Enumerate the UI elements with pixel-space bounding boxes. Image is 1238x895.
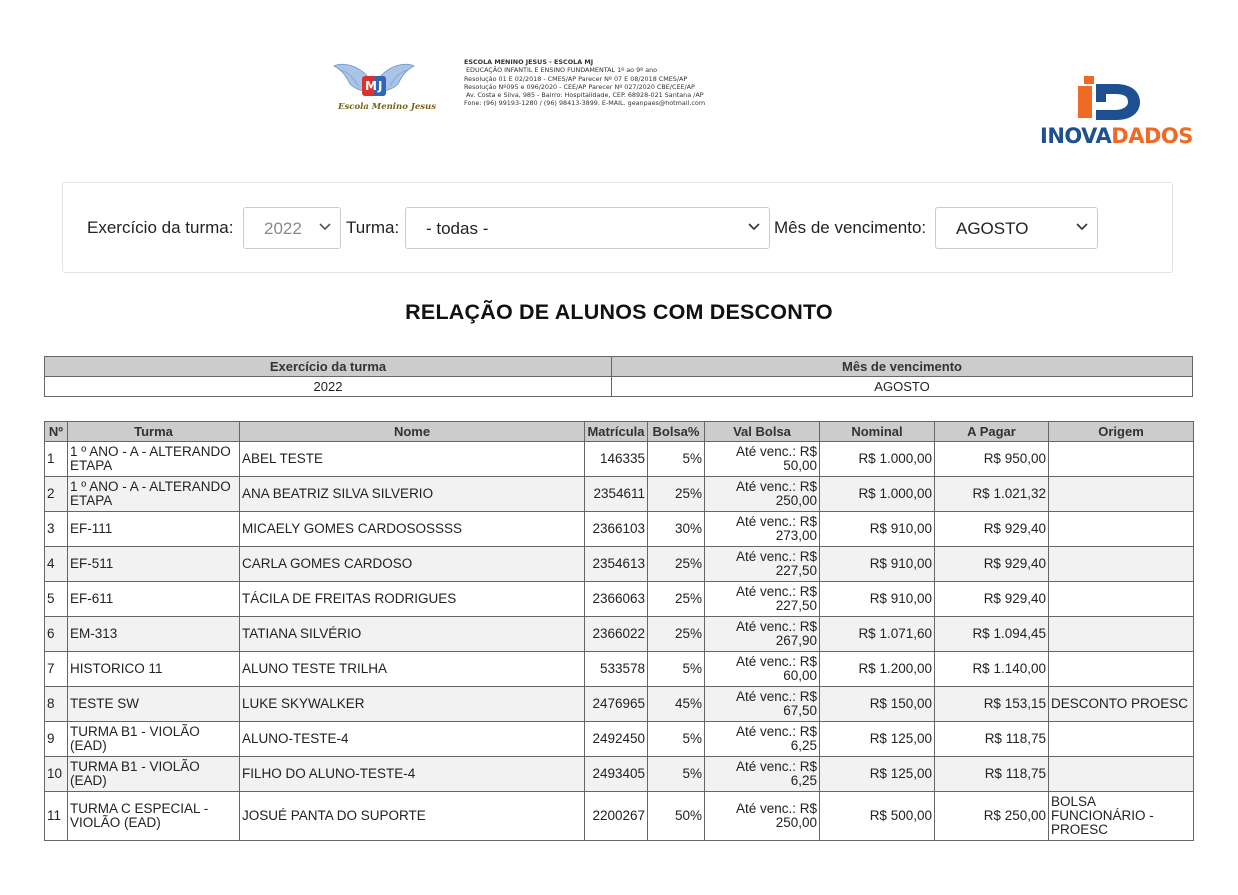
cell-origem: [1049, 722, 1194, 757]
chevron-down-icon: [747, 222, 761, 232]
cell-matricula: 146335: [585, 442, 648, 477]
cell-a-pagar: R$ 118,75: [935, 757, 1049, 792]
school-name: ESCOLA MENINO JESUS - ESCOLA MJ: [464, 58, 594, 66]
cell-turma: TESTE SW: [68, 687, 240, 722]
cell-turma: 1 º ANO - A - ALTERANDO ETAPA: [68, 442, 240, 477]
cell-val-bolsa: Até venc.: R$ 273,00: [705, 512, 820, 547]
cell-turma: EF-111: [68, 512, 240, 547]
cell-origem: DESCONTO PROESC: [1049, 687, 1194, 722]
wordmark-part-1: INOVA: [1040, 124, 1112, 148]
inovadados-wordmark: [1040, 124, 1193, 148]
cell-origem: [1049, 477, 1194, 512]
school-info-line: EDUCAÇÃO INFANTIL E ENSINO FUNDAMENTAL 1º ao 9º ano: [466, 66, 658, 75]
cell-matricula: 2354611: [585, 477, 648, 512]
inovadados-mark-icon: [1040, 72, 1180, 124]
table-row: [45, 792, 1194, 841]
mes-select[interactable]: [935, 207, 1098, 249]
cell-numero: 6: [45, 617, 68, 652]
exercicio-select-value: 2022: [264, 219, 302, 238]
summary-value-exercicio: 2022: [45, 377, 612, 397]
school-info-line: Av. Costa e Silva, 985 - Bairro: Hospitalidade, CEP. 68928-021 Santana /AP: [466, 91, 704, 100]
cell-bolsa-pct: 25%: [648, 582, 705, 617]
cell-nominal: R$ 1.000,00: [820, 442, 935, 477]
cell-a-pagar: R$ 929,40: [935, 512, 1049, 547]
students-table: [44, 421, 1194, 841]
cell-numero: 11: [45, 792, 68, 841]
cell-bolsa-pct: 45%: [648, 687, 705, 722]
cell-a-pagar: R$ 929,40: [935, 547, 1049, 582]
cell-nominal: R$ 150,00: [820, 687, 935, 722]
column-header: Nº: [45, 422, 68, 442]
cell-val-bolsa: Até venc.: R$ 227,50: [705, 547, 820, 582]
cell-val-bolsa: Até venc.: R$ 267,90: [705, 617, 820, 652]
cell-origem: [1049, 512, 1194, 547]
cell-numero: 5: [45, 582, 68, 617]
filter-panel: [62, 182, 1173, 273]
school-logo: [332, 60, 437, 118]
table-row: [45, 582, 1194, 617]
column-header: Nominal: [820, 422, 935, 442]
mes-select-value: AGOSTO: [956, 219, 1029, 238]
school-info-line: Fone: (96) 99193-1280 / (96) 98413-3899. E-MAIL. geanpaes@hotmail.com: [464, 99, 706, 108]
table-row: [45, 652, 1194, 687]
cell-numero: 9: [45, 722, 68, 757]
cell-nominal: R$ 125,00: [820, 722, 935, 757]
table-row: [45, 442, 1194, 477]
cell-nome: FILHO DO ALUNO-TESTE-4: [240, 757, 585, 792]
cell-nome: LUKE SKYWALKER: [240, 687, 585, 722]
cell-bolsa-pct: 5%: [648, 442, 705, 477]
cell-a-pagar: R$ 153,15: [935, 687, 1049, 722]
cell-origem: [1049, 547, 1194, 582]
cell-nome: ANA BEATRIZ SILVA SILVERIO: [240, 477, 585, 512]
cell-bolsa-pct: 5%: [648, 652, 705, 687]
cell-origem: [1049, 442, 1194, 477]
cell-turma: EF-611: [68, 582, 240, 617]
cell-nominal: R$ 500,00: [820, 792, 935, 841]
cell-bolsa-pct: 25%: [648, 617, 705, 652]
logo-caption: Escola Menino Jesus: [338, 102, 437, 112]
cell-nominal: R$ 910,00: [820, 582, 935, 617]
cell-nome: MICAELY GOMES CARDOSOSSSS: [240, 512, 585, 547]
exercicio-select[interactable]: [243, 207, 341, 249]
cell-turma: TURMA B1 - VIOLÃO (EAD): [68, 722, 240, 757]
cell-matricula: 2366022: [585, 617, 648, 652]
mes-label: Mês de vencimento:: [774, 218, 927, 237]
cell-bolsa-pct: 50%: [648, 792, 705, 841]
cell-val-bolsa: Até venc.: R$ 227,50: [705, 582, 820, 617]
table-row: [45, 722, 1194, 757]
cell-val-bolsa: Até venc.: R$ 50,00: [705, 442, 820, 477]
cell-matricula: 2354613: [585, 547, 648, 582]
summary-table: [44, 356, 1193, 397]
cell-numero: 3: [45, 512, 68, 547]
cell-val-bolsa: Até venc.: R$ 60,00: [705, 652, 820, 687]
cell-nominal: R$ 910,00: [820, 512, 935, 547]
summary-header-exercicio: Exercício da turma: [45, 357, 612, 377]
turma-select[interactable]: [405, 207, 770, 249]
column-header: Matrícula: [585, 422, 648, 442]
cell-nominal: R$ 1.071,60: [820, 617, 935, 652]
cell-a-pagar: R$ 1.140,00: [935, 652, 1049, 687]
summary-header-mes: Mês de vencimento: [612, 357, 1193, 377]
cell-numero: 8: [45, 687, 68, 722]
cell-origem: [1049, 617, 1194, 652]
column-header: Turma: [68, 422, 240, 442]
page-title: RELAÇÃO DE ALUNOS COM DESCONTO: [405, 300, 833, 324]
cell-matricula: 2476965: [585, 687, 648, 722]
cell-matricula: 2492450: [585, 722, 648, 757]
chevron-down-icon: [1075, 222, 1089, 232]
cell-bolsa-pct: 25%: [648, 477, 705, 512]
cell-nome: JOSUÉ PANTA DO SUPORTE: [240, 792, 585, 841]
table-row: [45, 547, 1194, 582]
table-row: [45, 512, 1194, 547]
wordmark-part-2: DADOS: [1111, 124, 1193, 148]
table-header-row: [45, 422, 1194, 442]
cell-bolsa-pct: 25%: [648, 547, 705, 582]
cell-numero: 2: [45, 477, 68, 512]
column-header: Nome: [240, 422, 585, 442]
cell-a-pagar: R$ 929,40: [935, 582, 1049, 617]
cell-bolsa-pct: 5%: [648, 722, 705, 757]
cell-numero: 4: [45, 547, 68, 582]
column-header: Val Bolsa: [705, 422, 820, 442]
cell-nome: CARLA GOMES CARDOSO: [240, 547, 585, 582]
summary-value-mes: AGOSTO: [612, 377, 1193, 397]
column-header: Origem: [1049, 422, 1194, 442]
cell-val-bolsa: Até venc.: R$ 250,00: [705, 792, 820, 841]
table-row: [45, 617, 1194, 652]
cell-a-pagar: R$ 950,00: [935, 442, 1049, 477]
cell-origem: [1049, 757, 1194, 792]
cell-val-bolsa: Até venc.: R$ 6,25: [705, 722, 820, 757]
cell-nominal: R$ 125,00: [820, 757, 935, 792]
cell-matricula: 2366103: [585, 512, 648, 547]
cell-bolsa-pct: 30%: [648, 512, 705, 547]
table-row: [45, 687, 1194, 722]
turma-select-value: - todas -: [426, 219, 489, 238]
column-header: A Pagar: [935, 422, 1049, 442]
cell-nominal: R$ 1.200,00: [820, 652, 935, 687]
cell-matricula: 533578: [585, 652, 648, 687]
cell-nome: TATIANA SILVÉRIO: [240, 617, 585, 652]
turma-label: Turma:: [346, 218, 400, 237]
table-row: [45, 757, 1194, 792]
cell-origem: [1049, 582, 1194, 617]
logo-mark: MJ: [365, 79, 384, 93]
cell-turma: TURMA B1 - VIOLÃO (EAD): [68, 757, 240, 792]
cell-matricula: 2200267: [585, 792, 648, 841]
cell-bolsa-pct: 5%: [648, 757, 705, 792]
cell-turma: EF-511: [68, 547, 240, 582]
cell-origem: BOLSA FUNCIONÁRIO - PROESC: [1049, 792, 1194, 841]
cell-origem: [1049, 652, 1194, 687]
cell-a-pagar: R$ 250,00: [935, 792, 1049, 841]
chevron-down-icon: [318, 222, 332, 232]
cell-turma: HISTORICO 11: [68, 652, 240, 687]
cell-turma: EM-313: [68, 617, 240, 652]
cell-numero: 10: [45, 757, 68, 792]
cell-nome: ALUNO TESTE TRILHA: [240, 652, 585, 687]
cell-matricula: 2493405: [585, 757, 648, 792]
cell-a-pagar: R$ 1.094,45: [935, 617, 1049, 652]
cell-a-pagar: R$ 1.021,32: [935, 477, 1049, 512]
cell-val-bolsa: Até venc.: R$ 67,50: [705, 687, 820, 722]
inovadados-logo: [1040, 72, 1193, 152]
cell-turma: 1 º ANO - A - ALTERANDO ETAPA: [68, 477, 240, 512]
column-header: Bolsa%: [648, 422, 705, 442]
school-info-line: Resolução 01 E 02/2018 - CMES/AP Parecer Nº 07 E 08/2018 CMES/AP: [464, 74, 688, 83]
cell-a-pagar: R$ 118,75: [935, 722, 1049, 757]
cell-nominal: R$ 1.000,00: [820, 477, 935, 512]
exercicio-label: Exercício da turma:: [87, 218, 234, 237]
cell-turma: TURMA C ESPECIAL - VIOLÃO (EAD): [68, 792, 240, 841]
school-info-line: Resolução Nº095 e 096/2020 - CEE/AP Parecer Nº 027/2020 CBE/CEE/AP: [464, 82, 695, 91]
cell-numero: 1: [45, 442, 68, 477]
table-row: [45, 477, 1194, 512]
cell-val-bolsa: Até venc.: R$ 250,00: [705, 477, 820, 512]
school-info: [464, 58, 705, 108]
cell-numero: 7: [45, 652, 68, 687]
cell-val-bolsa: Até venc.: R$ 6,25: [705, 757, 820, 792]
cell-nome: ALUNO-TESTE-4: [240, 722, 585, 757]
cell-nominal: R$ 910,00: [820, 547, 935, 582]
cell-matricula: 2366063: [585, 582, 648, 617]
cell-nome: ABEL TESTE: [240, 442, 585, 477]
cell-nome: TÁCILA DE FREITAS RODRIGUES: [240, 582, 585, 617]
